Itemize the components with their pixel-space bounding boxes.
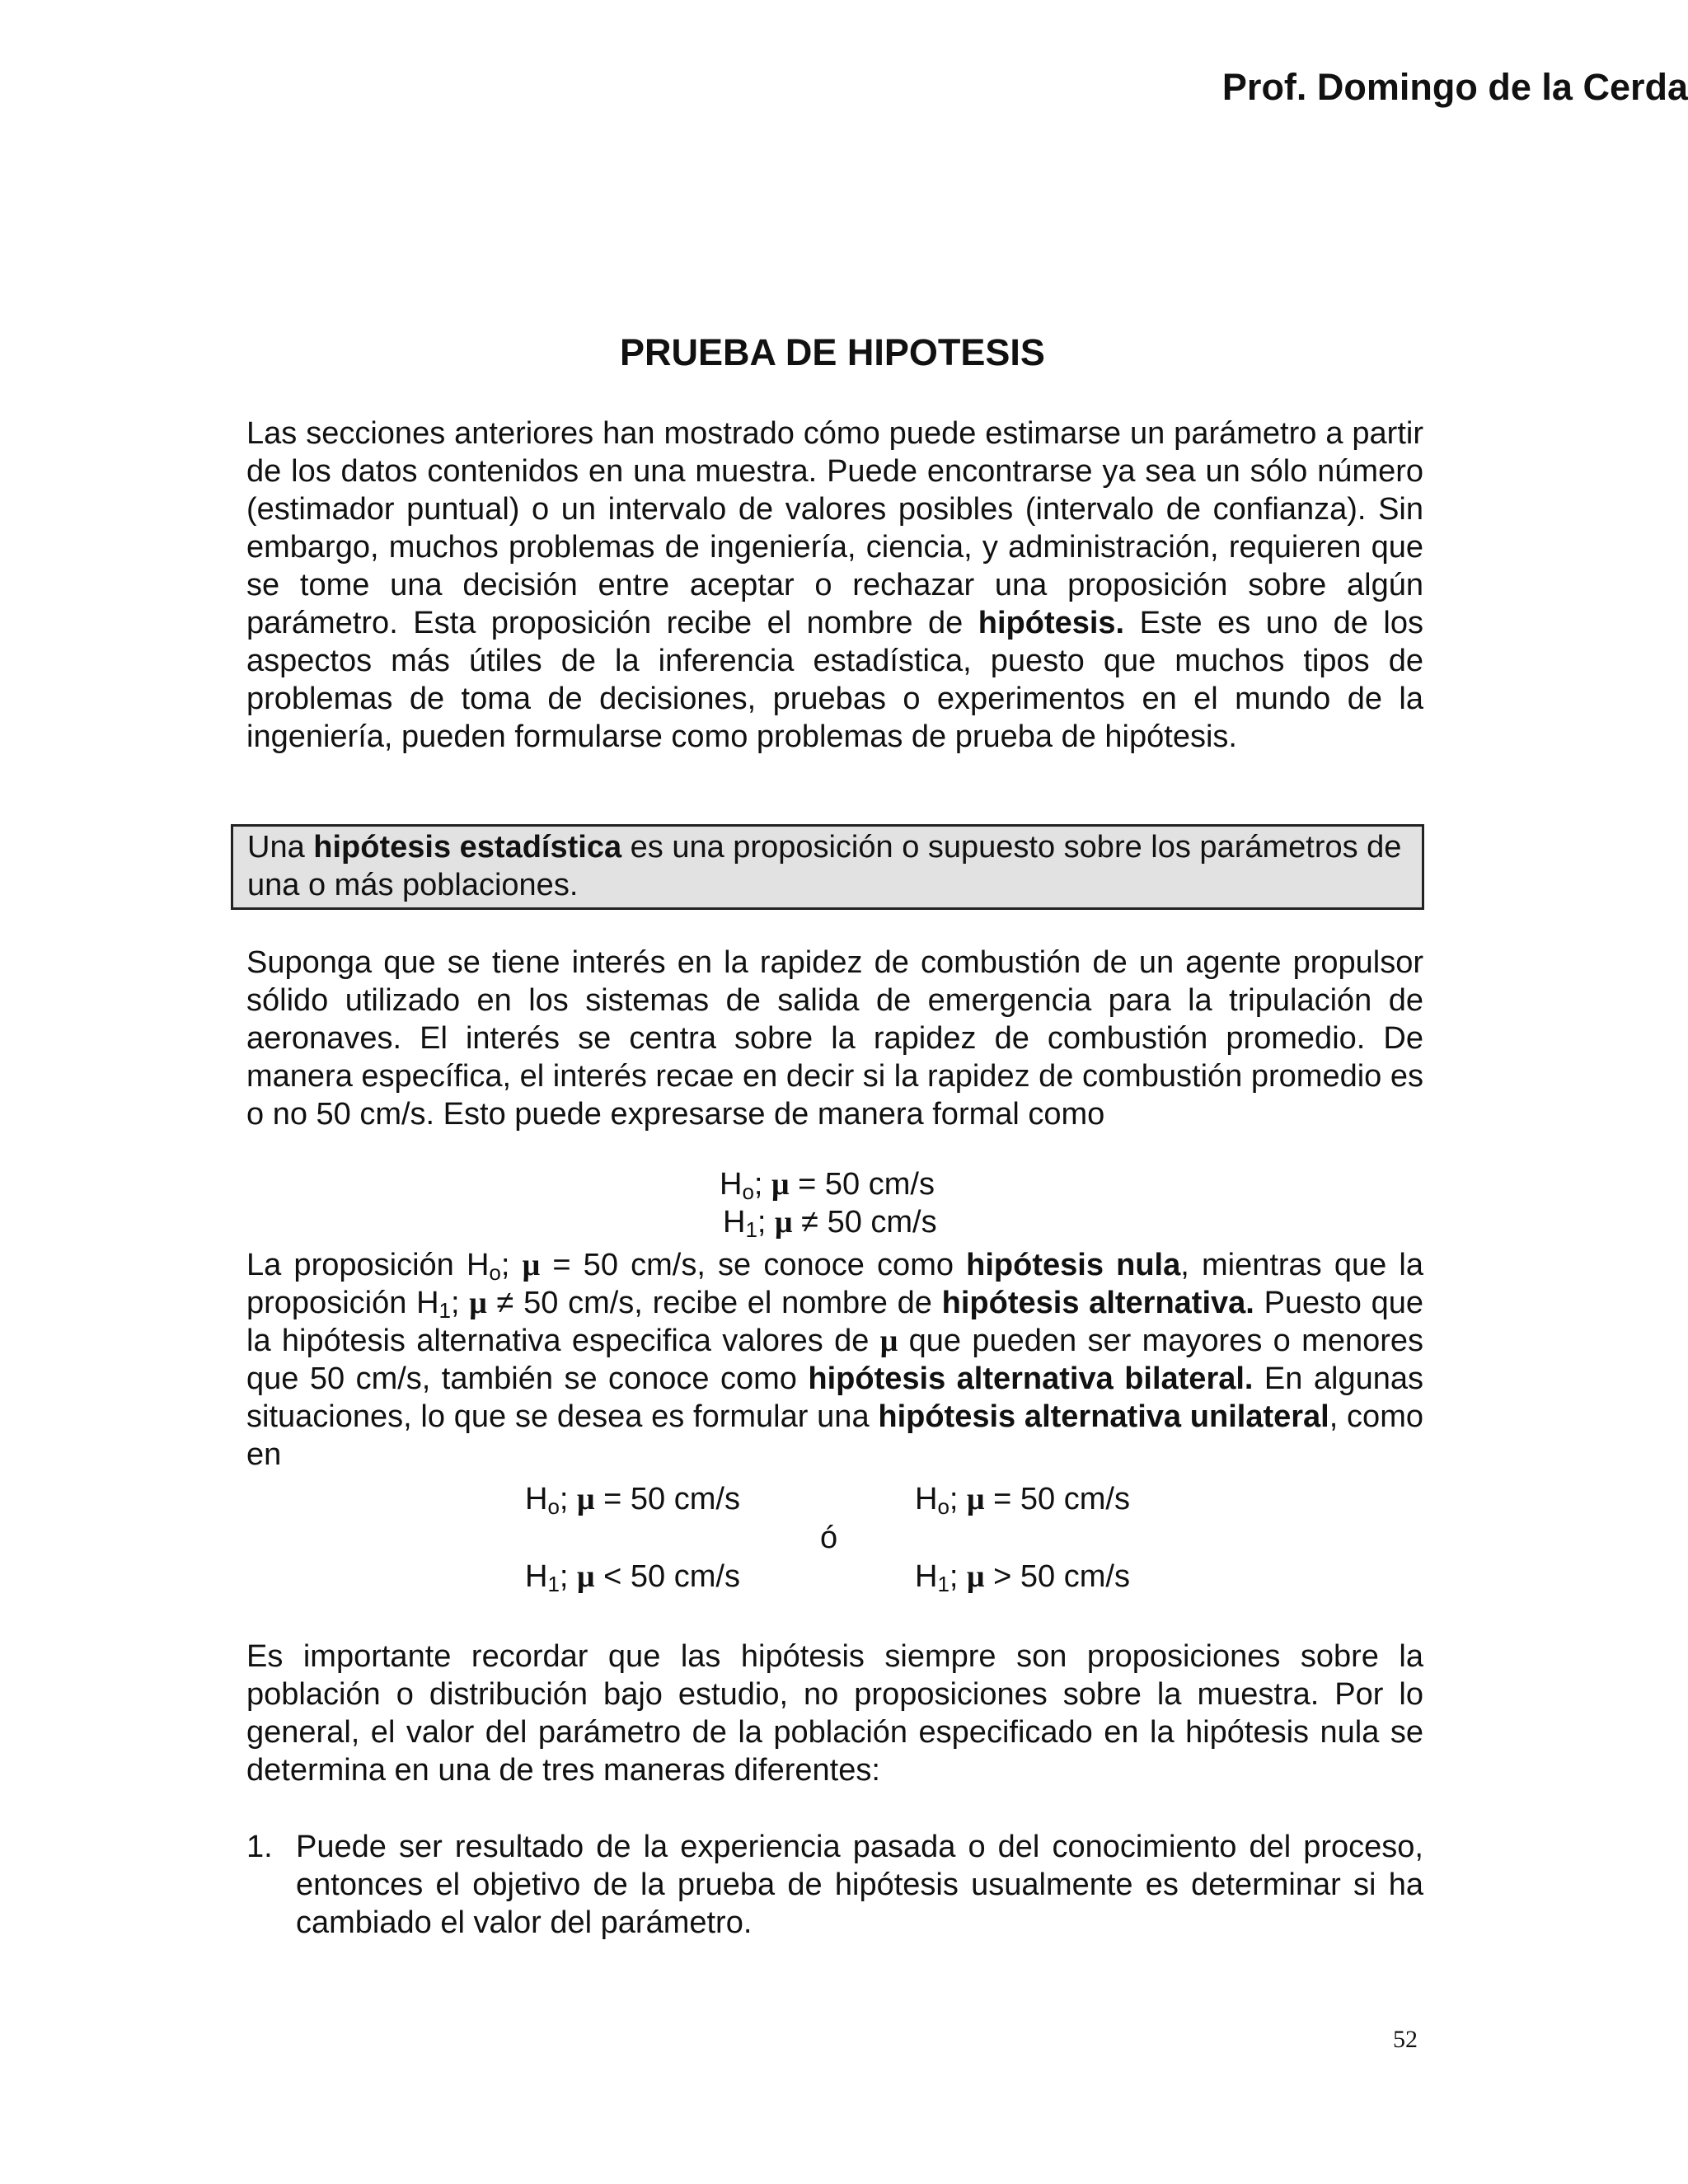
numbered-list xyxy=(246,1828,1423,1942)
example-paragraph: Suponga que se tiene interés en la rapidez de combustión de un agente propulsor sólido utilizado en los sistemas de salida de emergencia para la tripulación de aeronaves. El interés se centra sobre la rapidez de combustión promedio. De manera específica, el interés recae en decir si la rapidez de combustión promedio es o no 50 cm/s. Esto puede expresarse de manera formal como xyxy=(246,945,1423,1132)
intro-text-continued: Este es uno de los aspectos más útiles de la inferencia estadística, puesto que muchos tipos de problemas de toma de decisiones, pruebas o experimentos en el mundo de la ingeniería, pueden formularse como problemas de prueba de hipótesis. xyxy=(246,606,1423,754)
definition-bold-term: hipótesis estadística xyxy=(313,830,622,865)
list-item-number: 1. xyxy=(246,1830,273,1864)
formula-h0-eq: $H_o$; μ = 50 cm/s xyxy=(720,1167,935,1204)
hypothesis-paragraph: La proposición $H_o$; μ = 50 cm/s, se conoce como hipótesis nula, mientras que la proposición $H_1$; μ ≠ 50 cm/s, recibe el nombre de hipótesis alternativa. Puesto que la hipótesis alternativa especifica valores de μ que pueden ser mayores o menores que 50 cm/s, también se conoce como hipótesis alternativa bilateral. En algunas situaciones, lo que se desea es formular una hipótesis alternativa unilateral, como en xyxy=(246,1248,1424,1472)
intro-paragraph xyxy=(246,415,1423,756)
formula-right-h0: $H_o$; μ = 50 cm/s xyxy=(915,1482,1130,1519)
alternative-hypothesis-term: hipótesis alternativa. xyxy=(941,1286,1254,1320)
formula-or: ó xyxy=(820,1521,838,1555)
intro-bold-term: hipótesis. xyxy=(978,606,1125,640)
list-item-text: Puede ser resultado de la experiencia pasada o del conocimiento del proceso, entonces el objetivo de la prueba de hipótesis usualmente es determinar si ha cambiado el valor del parámetro. xyxy=(296,1830,1423,1940)
null-hypothesis-term: hipótesis nula xyxy=(966,1248,1181,1282)
definition-text-continued: es una proposición o supuesto sobre los parámetros de una o más poblaciones. xyxy=(247,830,1402,902)
definition-text: Una xyxy=(247,830,314,865)
closing-paragraph: Es importante recordar que las hipótesis siempre son proposiciones sobre la población o distribución bajo estudio, no proposiciones sobre la muestra. Por lo general, el valor del parámetro de la población especificado en la hipótesis nula se determina en una de tres maneras diferentes: xyxy=(246,1639,1423,1788)
page-header: Prof. Domingo de la Cerda xyxy=(1221,66,1688,108)
formula-left-h1: $H_1$; μ < 50 cm/s xyxy=(525,1559,740,1596)
formula-h1-neq: $H_1$; μ ≠ 50 cm/s xyxy=(723,1205,937,1242)
intro-text: Las secciones anteriores han mostrado cómo puede estimarse un parámetro a partir de los datos contenidos en una muestra. Puede encontrarse ya sea un sólo número (estimador puntual) o un intervalo de valores posibles (intervalo de confianza). Sin embargo, muchos problemas de ingeniería, ciencia, y administración, requieren que se tome una decisión entre aceptar o rechazar una proposición sobre algún parámetro. Esta proposición recibe el nombre de xyxy=(246,416,1423,640)
page-number: 52 xyxy=(1393,2026,1418,2053)
bilateral-term: hipótesis alternativa bilateral. xyxy=(808,1361,1254,1396)
formula-right-h1: $H_1$; μ > 50 cm/s xyxy=(915,1559,1130,1596)
list-item xyxy=(246,1828,1423,1942)
unilateral-term: hipótesis alternativa unilateral xyxy=(878,1399,1329,1434)
page-title: PRUEBA DE HIPOTESIS xyxy=(620,331,1045,373)
formula-left-h0: $H_o$; μ = 50 cm/s xyxy=(525,1482,740,1519)
definition-box xyxy=(231,824,1424,910)
